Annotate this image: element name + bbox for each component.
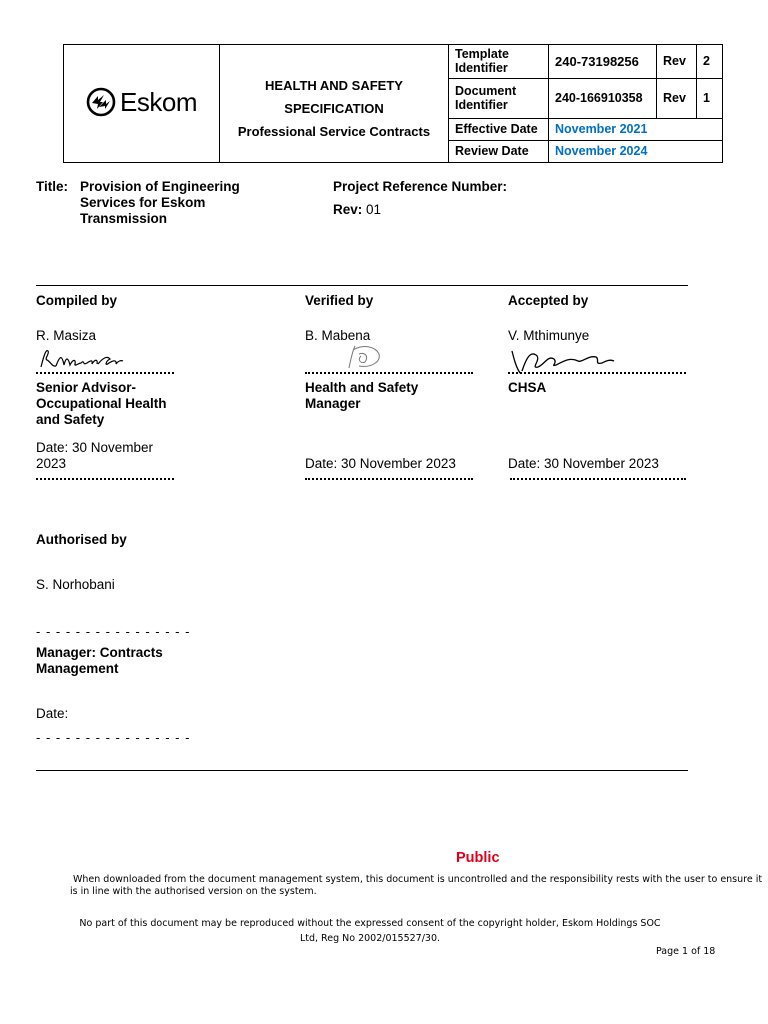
uncontrolled-disclaimer: When downloaded from the document management system, this document is uncontrolled and the responsibility rests with the user to ensure it is in line with the authorised version on the system. <box>70 874 763 897</box>
authorised-date-line: - - - - - - - - - - - - - - - - <box>36 730 191 745</box>
compiled-by-date: Date: 30 November 2023 <box>36 440 154 471</box>
effective-date-value: November 2021 <box>549 118 723 140</box>
compiled-by-heading: Compiled by <box>36 293 118 308</box>
verified-by-date: Date: 30 November 2023 <box>305 456 456 471</box>
classification-label: Public <box>456 850 500 866</box>
eskom-logo <box>86 87 197 118</box>
top-divider <box>36 285 688 286</box>
document-rev-value: 1 <box>697 78 723 118</box>
doc-title-line-1: HEALTH AND SAFETY <box>265 78 403 93</box>
rev-line <box>333 202 381 217</box>
accepted-by-name: V. Mthimunye <box>508 328 590 343</box>
compiled-by-name: R. Masiza <box>36 328 97 343</box>
template-identifier-label: Template Identifier <box>449 45 549 79</box>
authorised-date-label: Date: <box>36 706 69 721</box>
effective-date-label: Effective Date <box>449 118 549 140</box>
compiled-by-position: Senior Advisor-Occupational Health and Safety <box>36 380 167 427</box>
copyright-notice: No part of this document may be reproduced without the expressed consent of the copyright holder, Eskom Holdings SOC Ltd, Reg No 2002/015527/30. <box>79 918 661 944</box>
compiled-by-signature-line <box>36 372 174 374</box>
review-date-label: Review Date <box>449 140 549 162</box>
accepted-by-date: Date: 30 November 2023 <box>508 456 659 471</box>
eskom-emblem-icon <box>86 87 116 117</box>
authorised-by-heading: Authorised by <box>36 532 127 547</box>
rev-value: 01 <box>366 202 382 217</box>
document-identifier-value: 240-166910358 <box>549 78 657 118</box>
authorised-by-position: Manager: Contracts Management <box>36 645 163 676</box>
verified-by-heading: Verified by <box>305 293 374 308</box>
template-rev-value: 2 <box>697 45 723 79</box>
verified-by-name: B. Mabena <box>305 328 371 343</box>
logo-text: Eskom <box>120 86 197 117</box>
doc-subtitle: Professional Service Contracts <box>237 124 431 139</box>
verified-by-signature <box>335 340 395 372</box>
document-rev-label: Rev <box>657 78 697 118</box>
authorised-signature-line: - - - - - - - - - - - - - - - - <box>36 624 191 639</box>
page-number: Page 1 of 18 <box>656 946 716 957</box>
review-date-value: November 2024 <box>549 140 723 162</box>
compiled-by-signature <box>38 345 130 371</box>
doc-title-cell <box>220 45 449 163</box>
template-rev-label: Rev <box>657 45 697 79</box>
rev-label: Rev: <box>333 202 363 217</box>
accepted-by-heading: Accepted by <box>508 293 589 308</box>
document-header-table <box>63 44 723 163</box>
doc-title-line-2: SPECIFICATION <box>284 101 384 116</box>
logo-cell <box>64 45 220 163</box>
compiled-by-date-line <box>36 478 174 480</box>
authorised-by-name: S. Norhobani <box>36 577 115 592</box>
project-reference-label: Project Reference Number: <box>333 179 508 194</box>
accepted-by-position: CHSA <box>508 380 547 395</box>
accepted-by-signature-line <box>508 372 686 374</box>
verified-by-signature-line <box>305 372 473 374</box>
verified-by-date-line <box>305 478 473 480</box>
title-label: Title: <box>36 179 69 194</box>
accepted-by-date-line <box>510 478 686 480</box>
document-identifier-label: Document Identifier <box>449 78 549 118</box>
title-value: Provision of Engineering Services for Eskom Transmission <box>80 179 240 226</box>
template-identifier-value: 240-73198256 <box>549 45 657 79</box>
bottom-divider <box>36 770 688 771</box>
verified-by-position: Health and Safety Manager <box>305 380 419 411</box>
accepted-by-signature <box>508 345 618 375</box>
